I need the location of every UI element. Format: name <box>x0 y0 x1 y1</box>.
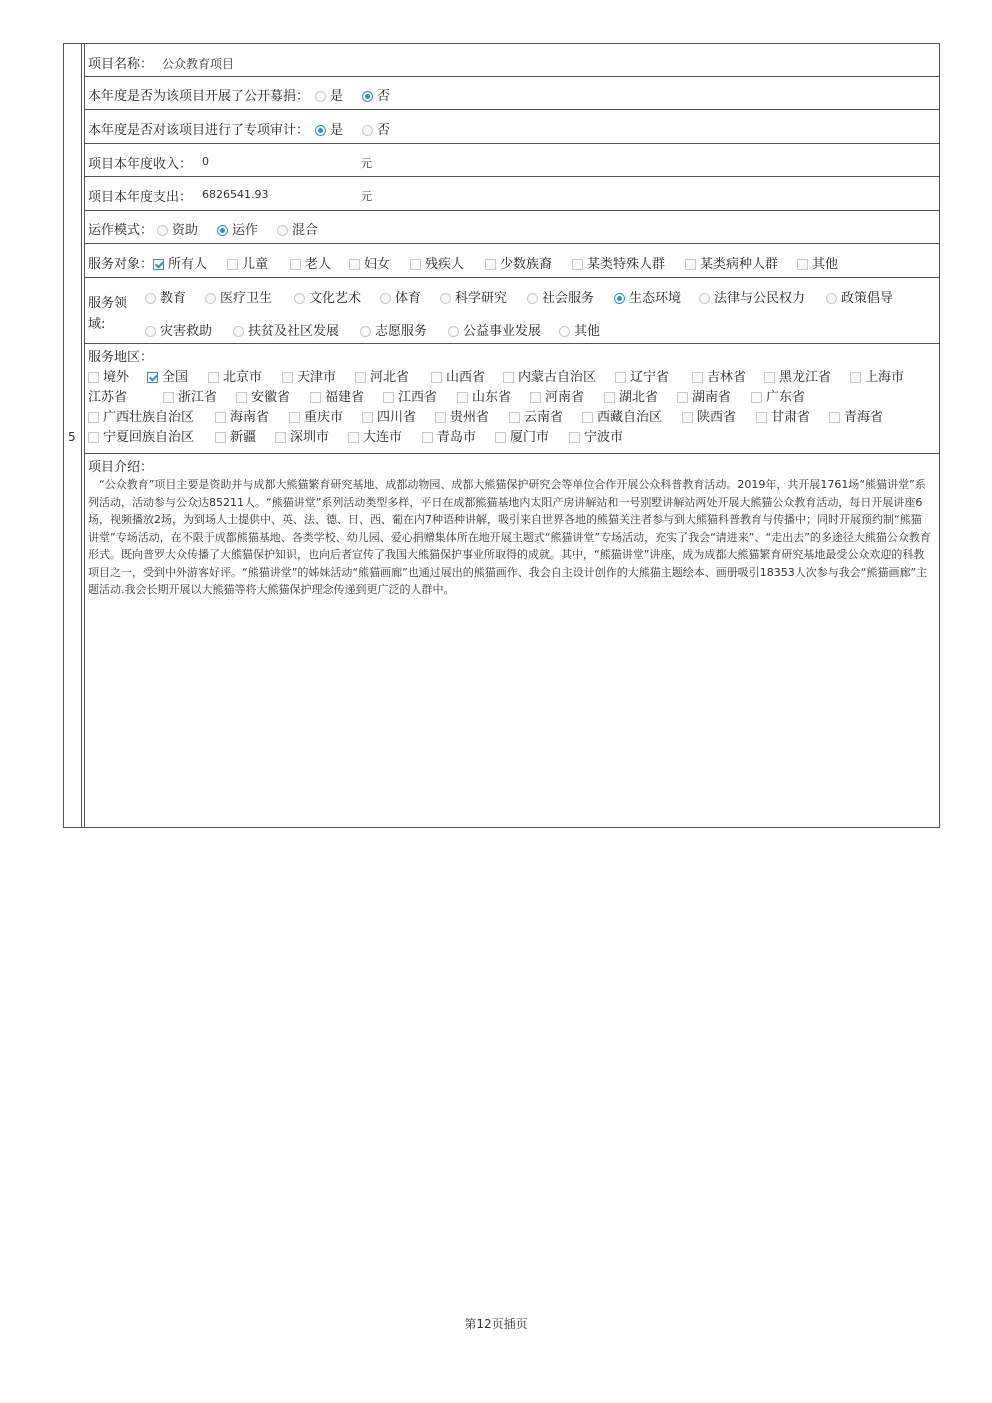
field-option-science[interactable]: 科学研究 <box>440 287 507 306</box>
region-option[interactable]: 厦门市 <box>495 426 549 445</box>
field-option-volunteer[interactable]: 志愿服务 <box>360 320 427 339</box>
target-option-elderly[interactable]: 老人 <box>290 253 331 272</box>
checkbox-icon <box>236 392 247 403</box>
checkbox-icon <box>850 372 861 383</box>
radio-icon <box>294 293 305 304</box>
checkbox-icon <box>215 412 226 423</box>
region-option[interactable]: 浙江省 <box>163 386 217 405</box>
radio-icon <box>699 293 710 304</box>
checkbox-icon <box>582 412 593 423</box>
checkbox-icon <box>457 392 468 403</box>
service-field-row <box>85 278 939 344</box>
checkbox-icon <box>275 432 286 443</box>
field-option-sports[interactable]: 体育 <box>380 287 421 306</box>
field-option-law[interactable]: 法律与公民权力 <box>699 287 805 306</box>
radio-icon <box>157 225 168 236</box>
checkbox-icon <box>485 259 496 270</box>
checkbox-icon <box>756 412 767 423</box>
region-option[interactable]: 境外 <box>88 366 129 385</box>
region-option[interactable]: 深圳市 <box>275 426 329 445</box>
region-option[interactable]: 天津市 <box>282 366 336 385</box>
special-audit-row <box>85 110 939 144</box>
introduction-text: “公众教育”项目主要是资助并与成都大熊猫繁育研究基地、成都动物园、成都大熊猫保护研究会等单位合作开展公众科普教育活动。2019年，共开展1761场“熊猫讲堂”系列活动，活动参与公众达85211人。“熊猫讲堂”系列活动类型多样，平日在成都熊猫基地内太阳产房讲解站和一号别墅讲解站两处开展大熊猫公众教育活动，每日开展讲座6场，视频播放2场，为到场人士提供中、英、法、德、日、西、葡在内7种语种讲解，吸引来自世界各地的熊猫关注者参与到大熊猫科普教育与传播中；同时开展预约制“熊猫讲堂”专场活动，在不限于成都熊猫基地、各类学校、幼儿园、爱心捐赠集体所在地开展主题式“熊猫讲堂”专场活动，充实了我会“请进来”、“走出去”的多途径大熊猫公众教育形式。既向普罗大众传播了大熊猫保护知识，也向后者宣传了我国大熊猫保护事业所取得的成就。其中，“熊猫讲堂”讲座，成为成都大熊猫繁育研究基地最受公众欢迎的科教项目之一，受到中外游客好评。“熊猫讲堂”的姊妹活动“熊猫画廊”也通过展出的熊猫画作、我会自主设计创作的大熊猫主题绘本、画册吸引18353人次参与我会“熊猫画廊”主题活动.我会长期开展以大熊猫等将大熊猫保护理念传递到更广泛的人群中。 <box>88 478 931 596</box>
page-footer: 第12页插页 <box>464 1317 528 1331</box>
radio-icon <box>233 326 244 337</box>
radio-icon <box>380 293 391 304</box>
target-option-children[interactable]: 儿童 <box>227 253 268 272</box>
checkbox-icon <box>615 372 626 383</box>
audit-option-yes[interactable]: 是 <box>315 119 343 138</box>
checkbox-icon <box>677 392 688 403</box>
field-option-ecology[interactable]: 生态环境 <box>614 287 681 306</box>
region-option[interactable]: 山西省 <box>431 366 485 385</box>
checkbox-icon <box>751 392 762 403</box>
checkbox-icon <box>829 412 840 423</box>
form-content <box>85 44 939 827</box>
checkbox-icon <box>310 392 321 403</box>
checkbox-icon <box>348 432 359 443</box>
radio-icon <box>527 293 538 304</box>
region-option[interactable]: 云南省 <box>509 406 563 425</box>
index-column <box>64 44 82 827</box>
region-option[interactable]: 重庆市 <box>289 406 343 425</box>
checkbox-icon <box>692 372 703 383</box>
region-option[interactable]: 青海省 <box>829 406 883 425</box>
checkbox-icon <box>503 372 514 383</box>
region-option[interactable]: 新疆 <box>215 426 256 445</box>
introduction-label: 项目介绍： <box>88 460 154 475</box>
field-option-other[interactable]: 其他 <box>559 320 600 339</box>
target-option-all[interactable]: 所有人 <box>153 253 207 272</box>
checkbox-icon <box>349 259 360 270</box>
checkbox-icon <box>227 259 238 270</box>
checkbox-icon <box>797 259 808 270</box>
checkbox-icon <box>163 392 174 403</box>
project-name-row <box>85 44 939 77</box>
region-option[interactable]: 湖北省 <box>604 386 658 405</box>
project-form-table <box>63 43 940 828</box>
radio-icon <box>145 326 156 337</box>
target-option-women[interactable]: 妇女 <box>349 253 390 272</box>
radio-icon <box>145 293 156 304</box>
checkbox-checked-icon <box>153 259 164 270</box>
region-option[interactable]: 西藏自治区 <box>582 406 662 425</box>
checkbox-icon <box>410 259 421 270</box>
radio-icon <box>315 91 326 102</box>
mode-option-operation[interactable]: 运作 <box>217 219 258 238</box>
region-option[interactable]: 河南省 <box>530 386 584 405</box>
mode-option-mixed[interactable]: 混合 <box>277 219 318 238</box>
checkbox-icon <box>572 259 583 270</box>
project-name-label: 项目名称： <box>88 57 154 72</box>
region-option[interactable]: 江苏省 <box>88 390 128 405</box>
region-option[interactable]: 内蒙古自治区 <box>503 366 596 385</box>
field-option-education[interactable]: 教育 <box>145 287 186 306</box>
field-option-disaster-relief[interactable]: 灾害救助 <box>145 320 212 339</box>
radio-selected-icon <box>362 91 373 102</box>
radio-selected-icon <box>315 125 326 136</box>
region-option[interactable]: 甘肃省 <box>756 406 810 425</box>
radio-icon <box>205 293 216 304</box>
field-option-public-welfare[interactable]: 公益事业发展 <box>448 320 541 339</box>
checkbox-icon <box>530 392 541 403</box>
public-fundraising-label: 本年度是否为该项目开展了公开募捐： <box>88 89 310 104</box>
fundraising-option-no[interactable]: 否 <box>362 85 390 104</box>
service-region-label: 服务地区： <box>88 350 154 365</box>
region-option[interactable]: 大连市 <box>348 426 402 445</box>
service-target-label: 服务对象： <box>88 257 154 272</box>
region-option[interactable]: 福建省 <box>310 386 364 405</box>
service-field-label-line1: 服务领 <box>88 296 128 311</box>
checkbox-icon <box>88 412 99 423</box>
service-target-row <box>85 244 939 278</box>
region-option[interactable]: 四川省 <box>362 406 416 425</box>
service-region-row <box>85 344 939 454</box>
introduction-row <box>85 454 939 827</box>
checkbox-icon <box>88 432 99 443</box>
region-option[interactable]: 黑龙江省 <box>764 366 831 385</box>
operation-mode-label: 运作模式： <box>88 223 154 238</box>
region-option[interactable]: 宁夏回族自治区 <box>88 426 194 445</box>
field-option-social-service[interactable]: 社会服务 <box>527 287 594 306</box>
region-option[interactable]: 上海市 <box>850 366 904 385</box>
mode-option-funding[interactable]: 资助 <box>157 219 198 238</box>
region-option[interactable]: 陕西省 <box>682 406 736 425</box>
field-option-poverty[interactable]: 扶贫及社区发展 <box>233 320 339 339</box>
checkbox-icon <box>685 259 696 270</box>
target-option-disease-group[interactable]: 某类病种人群 <box>685 253 778 272</box>
expense-label: 项目本年度支出： <box>88 190 193 205</box>
income-row <box>85 144 939 177</box>
checkbox-icon <box>569 432 580 443</box>
region-option[interactable]: 辽宁省 <box>615 366 669 385</box>
radio-selected-icon <box>614 293 625 304</box>
audit-option-no[interactable]: 否 <box>362 119 390 138</box>
checkbox-icon <box>604 392 615 403</box>
region-option[interactable]: 海南省 <box>215 406 269 425</box>
field-option-advocacy[interactable]: 政策倡导 <box>826 287 893 306</box>
checkbox-icon <box>682 412 693 423</box>
field-option-culture[interactable]: 文化艺术 <box>294 287 361 306</box>
radio-icon <box>826 293 837 304</box>
checkbox-icon <box>422 432 433 443</box>
checkbox-checked-icon <box>147 372 158 383</box>
expense-unit: 元 <box>361 190 372 203</box>
radio-icon <box>448 326 459 337</box>
region-option-nationwide[interactable]: 全国 <box>147 366 188 385</box>
target-option-special-group[interactable]: 某类特殊人群 <box>572 253 665 272</box>
target-option-ethnic[interactable]: 少数族裔 <box>485 253 552 272</box>
radio-icon <box>362 125 373 136</box>
checkbox-icon <box>509 412 520 423</box>
checkbox-icon <box>383 392 394 403</box>
checkbox-icon <box>355 372 366 383</box>
income-value: 0 <box>202 155 209 168</box>
expense-row <box>85 177 939 211</box>
region-option[interactable]: 青岛市 <box>422 426 476 445</box>
project-name-value: 公众教育项目 <box>162 57 235 71</box>
checkbox-icon <box>289 412 300 423</box>
region-option[interactable]: 安徽省 <box>236 386 290 405</box>
checkbox-icon <box>208 372 219 383</box>
checkbox-icon <box>88 372 99 383</box>
region-option[interactable]: 河北省 <box>355 366 409 385</box>
region-option[interactable]: 湖南省 <box>677 386 731 405</box>
region-option[interactable]: 宁波市 <box>569 426 623 445</box>
checkbox-icon <box>764 372 775 383</box>
region-option[interactable]: 贵州省 <box>435 406 489 425</box>
checkbox-icon <box>282 372 293 383</box>
income-unit: 元 <box>361 157 372 170</box>
service-field-label-line2: 域: <box>88 317 106 332</box>
radio-selected-icon <box>217 225 228 236</box>
checkbox-icon <box>215 432 226 443</box>
public-fundraising-row <box>85 77 939 110</box>
radio-icon <box>277 225 288 236</box>
operation-mode-row <box>85 211 939 244</box>
special-audit-label: 本年度是否对该项目进行了专项审计： <box>88 123 310 138</box>
target-option-disabled[interactable]: 残疾人 <box>410 253 464 272</box>
radio-icon <box>559 326 570 337</box>
checkbox-icon <box>431 372 442 383</box>
region-option[interactable]: 广东省 <box>751 386 805 405</box>
checkbox-icon <box>362 412 373 423</box>
checkbox-icon <box>495 432 506 443</box>
region-option[interactable]: 吉林省 <box>692 366 746 385</box>
field-option-health[interactable]: 医疗卫生 <box>205 287 272 306</box>
region-option[interactable]: 广西壮族自治区 <box>88 406 194 425</box>
radio-icon <box>360 326 371 337</box>
checkbox-icon <box>435 412 446 423</box>
income-label: 项目本年度收入： <box>88 157 193 172</box>
expense-value: 6826541.93 <box>202 188 269 201</box>
target-option-other[interactable]: 其他 <box>797 253 838 272</box>
region-option[interactable]: 山东省 <box>457 386 511 405</box>
region-option[interactable]: 北京市 <box>208 366 262 385</box>
radio-icon <box>440 293 451 304</box>
checkbox-icon <box>290 259 301 270</box>
region-option[interactable]: 江西省 <box>383 386 437 405</box>
row-index: 5 <box>68 430 76 444</box>
fundraising-option-yes[interactable]: 是 <box>315 85 343 104</box>
